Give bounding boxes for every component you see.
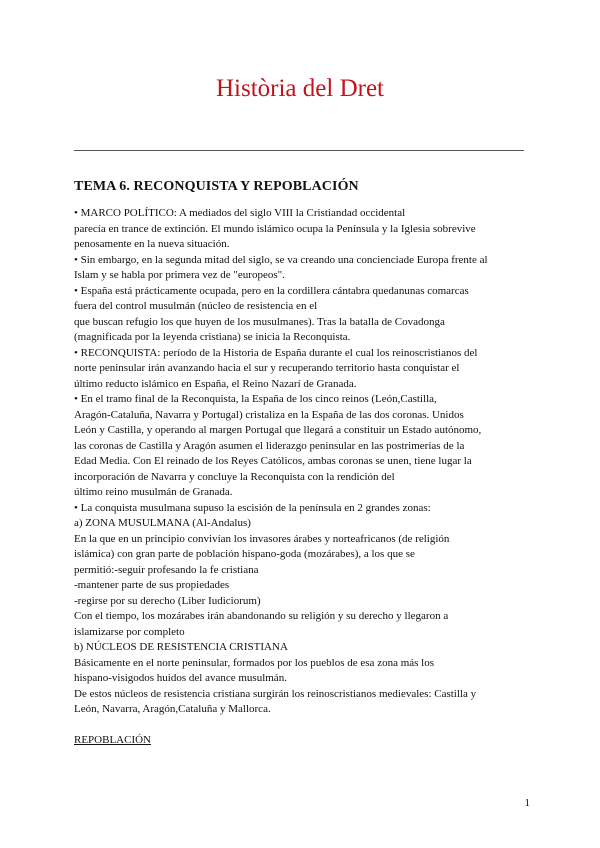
body-line: • La conquista musulmana supuso la escisión de la península en 2 grandes zonas:	[74, 501, 431, 514]
document-body	[74, 178, 528, 749]
body-line: • España está prácticamente ocupada, pero en la cordillera cántabra quedanunas comarcas	[74, 284, 469, 297]
body-line: islamizarse por completo	[74, 625, 185, 638]
list-line: permitió:-seguir profesando la fe cristiana	[74, 563, 259, 576]
section-heading: TEMA 6. RECONQUISTA Y REPOBLACIÓN	[74, 179, 359, 194]
body-line: islámica) con gran parte de población hispano-goda (mozárabes), a los que se	[74, 548, 415, 560]
body-line: Islam y se habla por primera vez de "europeos".	[74, 269, 285, 281]
body-line: En la que en un principio convivían los invasores árabes y norteafricanos (de religión	[74, 532, 450, 545]
body-line: último reducto islámico en España, el Reino Nazarí de Granada.	[74, 377, 357, 390]
body-line: • MARCO POLÍTICO: A mediados del siglo VIII la Cristiandad occidental	[74, 207, 406, 219]
body-line: • RECONQUISTA: período de la Historia de España durante el cual los reinoscristianos del	[74, 346, 478, 359]
zone-heading-muslim: a) ZONA MUSULMANA (Al-Andalus)	[74, 517, 251, 529]
list-line: -mantener parte de sus propiedades	[74, 579, 230, 591]
subsection-heading: REPOBLACIÓN	[74, 734, 152, 746]
body-line: fuera del control musulmán (núcleo de resistencia en el	[74, 300, 318, 312]
body-line: De estos núcleos de resistencia cristiana surgirán los reinoscristianos medievales: Castilla y	[74, 687, 477, 700]
body-line: norte peninsular irán avanzando hacia el sur y recuperando territorio hasta conquistar el	[74, 362, 460, 374]
body-line: que buscan refugio los que huyen de los musulmanes). Tras la batalla de Covadonga	[74, 315, 445, 328]
spacer	[74, 718, 528, 734]
body-line: último reino musulmán de Granada.	[74, 486, 233, 498]
page-number: 1	[524, 797, 530, 809]
body-line: (magnificada por la leyenda cristiana) se inicia la Reconquista.	[74, 331, 351, 343]
body-line: Básicamente en el norte peninsular, formados por los pueblos de esa zona más los	[74, 656, 435, 669]
list-line: -regirse por su derecho (Liber Iudiciorum)	[74, 594, 261, 607]
document-title: Història del Dret	[215, 75, 384, 102]
body-line: las coronas de Castilla y Aragón asumen el liderazgo peninsular en las postrimerías de la	[74, 439, 465, 452]
body-line: Edad Media. Con El reinado de los Reyes Católicos, ambas coronas se unen, tiene lugar la	[74, 455, 472, 467]
body-line: • En el tramo final de la Reconquista, la España de los cinco reinos (León,Castilla,	[74, 393, 437, 405]
zone-heading-christian: b) NÚCLEOS DE RESISTENCIA CRISTIANA	[74, 641, 288, 653]
body-line: incorporación de Navarra y concluye la Reconquista con la rendición del	[74, 470, 395, 483]
title-divider	[74, 150, 524, 151]
body-line: Aragón-Cataluña, Navarra y Portugal) cristaliza en la España de las dos coronas. Unidos	[74, 408, 464, 421]
body-line: • Sin embargo, en la segunda mitad del siglo, se va creando una concienciade Europa frente al	[74, 253, 488, 266]
body-line: hispano-visigodos huidos del avance musulmán.	[74, 672, 287, 684]
body-line: Con el tiempo, los mozárabes irán abandonando su religión y su derecho y llegaron a	[74, 610, 449, 622]
body-line: parecía en trance de extinción. El mundo islámico ocupa la Península y la Iglesia sobrevive	[74, 222, 476, 235]
body-line: León, Navarra, Aragón,Cataluña y Mallorca.	[74, 703, 271, 715]
body-line: penosamente en la nueva situación.	[74, 238, 230, 250]
body-line: León y Castilla, y operando al margen Portugal que llegará a constituir un Estado autónomo,	[74, 424, 482, 436]
